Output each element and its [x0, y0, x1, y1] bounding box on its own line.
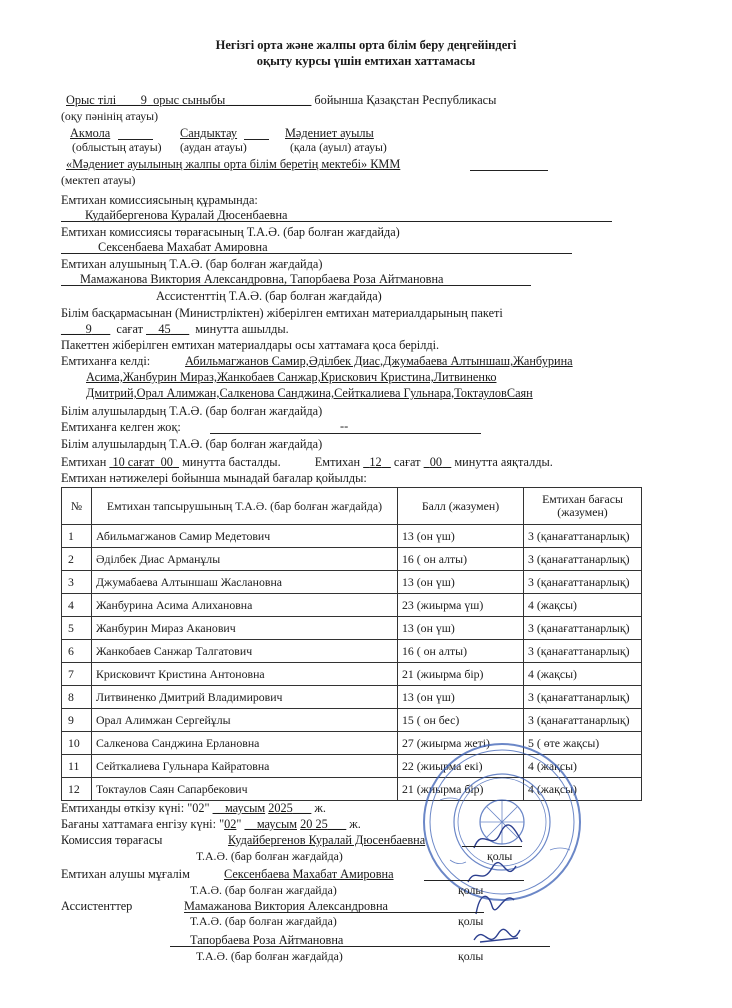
row-score: 15 ( он бес)	[398, 709, 524, 732]
chair-fio-caption: Т.А.Ә. (бар болған жағдайда)	[196, 849, 343, 863]
held-date-line: Емтиханды өткізу күні: "02" __маусым 2025___ ж.	[61, 801, 326, 815]
start-minute: 00	[160, 455, 173, 469]
district-caption: (аудан атауы)	[180, 140, 247, 154]
subject-line: Орыс тілі____9 орыс сыныбы______________ бойынша Қазақстан Республикасы	[66, 93, 497, 107]
entered-label: Бағаны хаттамаға енгізу күні: "	[61, 817, 225, 831]
timing-line	[61, 455, 553, 469]
row-student-name: Орал Алимжан Сергейұлы	[92, 709, 398, 732]
row-number: 10	[62, 732, 92, 755]
entered-quote: "	[236, 817, 242, 831]
came-line-3: Дмитрий,Орал Алимжан,Салкенова Санджина,Сейткалиева Гульнара,ТоктауловСаян	[86, 386, 533, 400]
row-number: 4	[62, 594, 92, 617]
package-hour-word: сағат	[116, 322, 143, 336]
row-student-name: Токтаулов Саян Сапарбекович	[92, 778, 398, 801]
row-student-name: Жанбурина Асима Алихановна	[92, 594, 398, 617]
header-name: Емтихан тапсырушының Т.А.Ә. (бар болған жағдайда)	[92, 488, 398, 525]
chair-sign-caption: қолы	[487, 849, 513, 863]
end-minute: 00	[429, 455, 443, 469]
subject-name: Орыс тілі	[66, 93, 117, 107]
examiners-names: Мамажанова Виктория Александровна, Тапорбаева Роза Айтмановна	[80, 272, 444, 286]
row-number: 11	[62, 755, 92, 778]
assistant-1-name: Мамажанова Виктория Александровна	[184, 899, 389, 913]
row-grade: 5 ( өте жақсы)	[524, 732, 642, 755]
row-grade: 3 (қанағаттанарлық)	[524, 686, 642, 709]
row-student-name: Джумабаева Алтыншаш Жаслановна	[92, 571, 398, 594]
assistant-label: Ассистенттің Т.А.Ә. (бар болған жағдайда)	[156, 289, 382, 303]
package-line-1: Білім басқармасынан (Министрліктен) жіберілген емтихан материалдарының пакеті	[61, 306, 503, 320]
package-line-2: ____9___ сағат __45___ минутта ашылды.	[61, 322, 289, 336]
region-name: Акмола	[70, 126, 111, 140]
row-score: 21 (жиырма бір)	[398, 663, 524, 686]
row-number: 1	[62, 525, 92, 548]
row-grade: 3 (қанағаттанарлық)	[524, 571, 642, 594]
village-caption: (қала (ауыл) атауы)	[290, 140, 387, 154]
row-number: 5	[62, 617, 92, 640]
table-row	[62, 594, 642, 617]
table-row	[62, 663, 642, 686]
assistant-2-name: Тапорбаева Роза Айтмановна	[190, 933, 344, 947]
chair-label: Емтихан комиссиясы төрағасының Т.А.Ә. (бар болған жағдайда)	[61, 225, 400, 239]
row-student-name: Крисковичт Кристина Антоновна	[92, 663, 398, 686]
assistants-label: Ассистенттер	[61, 899, 133, 913]
examiner-sign-label: Емтихан алушы мұғалім	[61, 867, 190, 881]
row-score: 21 (жиырма бір)	[398, 778, 524, 801]
row-score: 13 (он үш)	[398, 686, 524, 709]
title-line-2: оқыту курсы үшін емтихан хаттамасы	[256, 54, 476, 68]
entered-year: 20 25	[300, 817, 328, 831]
assistant-2-fio-caption: Т.А.Ә. (бар болған жағдайда)	[196, 949, 343, 963]
title-line-1: Негізгі орта және жалпы орта білім беру деңгейіндегі	[215, 38, 517, 52]
row-grade: 3 (қанағаттанарлық)	[524, 709, 642, 732]
commission-label: Емтихан комиссиясының құрамында:	[61, 193, 258, 207]
row-score: 13 (он үш)	[398, 571, 524, 594]
header-number: №	[62, 488, 92, 525]
row-grade: 4 (жақсы)	[524, 594, 642, 617]
row-grade: 4 (жақсы)	[524, 755, 642, 778]
row-student-name: Абильмагжанов Самир Медетович	[92, 525, 398, 548]
came-label: Емтиханға келді:	[61, 354, 151, 368]
row-student-name: Жанбурин Мираз Аканович	[92, 617, 398, 640]
absent-value: --	[340, 419, 349, 433]
row-student-name: Сейткалиева Гульнара Кайратовна	[92, 755, 398, 778]
start-hour: 10 сағат	[112, 455, 155, 469]
examiner-sign-caption: қолы	[458, 883, 484, 897]
assistant-2-sign-caption: қолы	[458, 949, 484, 963]
row-grade: 3 (қанағаттанарлық)	[524, 548, 642, 571]
entered-day: 02	[224, 817, 237, 831]
chair-sign-name: Кудайбергенов Куралай Дюсенбаевна	[228, 833, 426, 847]
table-row	[62, 548, 642, 571]
row-score: 23 (жиырма үш)	[398, 594, 524, 617]
end-hour: 12	[369, 455, 382, 469]
district-name: Сандыктау	[180, 126, 238, 140]
entered-suffix: ж.	[349, 817, 361, 831]
end-label: Емтихан	[314, 455, 361, 469]
table-row	[62, 709, 642, 732]
row-grade: 3 (қанағаттанарлық)	[524, 640, 642, 663]
table-row	[62, 617, 642, 640]
subject-suffix: бойынша Қазақстан Республикасы	[314, 93, 497, 107]
chair-sign-label: Комиссия төрағасы	[61, 833, 163, 847]
held-quote: "	[204, 801, 210, 815]
entered-date-line: Бағаны хаттамаға енгізу күні: "02" __маусым 20 25___ ж.	[61, 817, 361, 831]
held-day: 02	[192, 801, 205, 815]
held-month: маусым	[224, 801, 266, 815]
chair-name: Сексенбаева Махабат Амировна	[98, 240, 268, 254]
came-line-2: Асима,Жанбурин Мираз,Жанкобаев Санжар,Крискович Кристина,Литвиненко	[86, 370, 497, 384]
end-suffix: минутта аяқталды.	[454, 455, 553, 469]
held-label: Емтиханды өткізу күні: "	[61, 801, 193, 815]
row-number: 3	[62, 571, 92, 594]
school-name: «Мәдениет ауылының жалпы орта білім беретің мектебі» КММ	[66, 157, 401, 171]
subject-grade: 9	[140, 93, 147, 107]
held-year: 2025	[268, 801, 293, 815]
results-intro: Емтихан нәтижелері бойынша мынадай бағалар қойылды:	[61, 471, 367, 485]
assistant-1-fio-caption: Т.А.Ә. (бар болған жағдайда)	[190, 914, 337, 928]
row-score: 13 (он үш)	[398, 525, 524, 548]
table-row	[62, 571, 642, 594]
start-suffix: минутта басталды.	[182, 455, 281, 469]
assistant-1-sign-caption: қолы	[458, 914, 484, 928]
absent-caption: Білім алушылардың Т.А.Ә. (бар болған жағдайда)	[61, 437, 323, 451]
examiner-fio-caption: Т.А.Ә. (бар болған жағдайда)	[190, 883, 337, 897]
region-caption: (облыстың атауы)	[72, 140, 162, 154]
row-student-name: Салкенова Санджина Ерлановна	[92, 732, 398, 755]
row-score: 27 (жиырма жеті)	[398, 732, 524, 755]
row-number: 6	[62, 640, 92, 663]
header-grade: Емтихан бағасы (жазумен)	[524, 488, 642, 525]
row-grade: 4 (жақсы)	[524, 778, 642, 801]
table-header-row	[62, 488, 642, 525]
examiner-sign-name: Сексенбаева Махабат Амировна	[224, 867, 394, 881]
row-grade: 3 (қанағаттанарлық)	[524, 617, 642, 640]
commission-member: Кудайбергенова Куралай Дюсенбаевна	[85, 208, 288, 222]
school-caption: (мектеп атауы)	[61, 173, 136, 187]
row-student-name: Әділбек Диас Арманұлы	[92, 548, 398, 571]
held-suffix: ж.	[314, 801, 326, 815]
row-score: 13 (он үш)	[398, 617, 524, 640]
row-number: 12	[62, 778, 92, 801]
row-number: 7	[62, 663, 92, 686]
subject-caption: (оқу пәнінің атауы)	[61, 109, 159, 123]
package-line-3: Пакеттен жіберілген емтихан материалдары осы хаттамаға қоса берілді.	[61, 338, 440, 352]
subject-class-type: орыс сыныбы	[153, 93, 226, 107]
came-caption: Білім алушылардың Т.А.Ә. (бар болған жағдайда)	[61, 404, 323, 418]
row-number: 2	[62, 548, 92, 571]
row-score: 16 ( он алты)	[398, 548, 524, 571]
village-name: Мәдениет ауылы	[285, 126, 374, 140]
absent-label: Емтиханға келген жоқ:	[61, 420, 181, 434]
examiner-label: Емтихан алушының Т.А.Ә. (бар болған жағдайда)	[61, 257, 323, 271]
row-score: 16 ( он алты)	[398, 640, 524, 663]
table-row	[62, 525, 642, 548]
row-student-name: Литвиненко Дмитрий Владимирович	[92, 686, 398, 709]
start-label: Емтихан	[61, 455, 107, 469]
row-grade: 4 (жақсы)	[524, 663, 642, 686]
row-grade: 3 (қанағаттанарлық)	[524, 525, 642, 548]
came-line-1: Абильмагжанов Самир,Әділбек Диас,Джумабаева Алтыншаш,Жанбурина	[185, 354, 573, 368]
table-row	[62, 686, 642, 709]
table-row	[62, 640, 642, 663]
entered-month: маусым	[256, 817, 297, 831]
package-minute: 45	[158, 322, 171, 336]
row-score: 22 (жиырма екі)	[398, 755, 524, 778]
package-hour: 9	[85, 322, 92, 336]
row-student-name: Жанкобаев Санжар Талгатович	[92, 640, 398, 663]
row-number: 8	[62, 686, 92, 709]
package-minute-word: минутта ашылды.	[195, 322, 289, 336]
header-score: Балл (жазумен)	[398, 488, 524, 525]
end-hour-word: сағат	[393, 455, 421, 469]
row-number: 9	[62, 709, 92, 732]
